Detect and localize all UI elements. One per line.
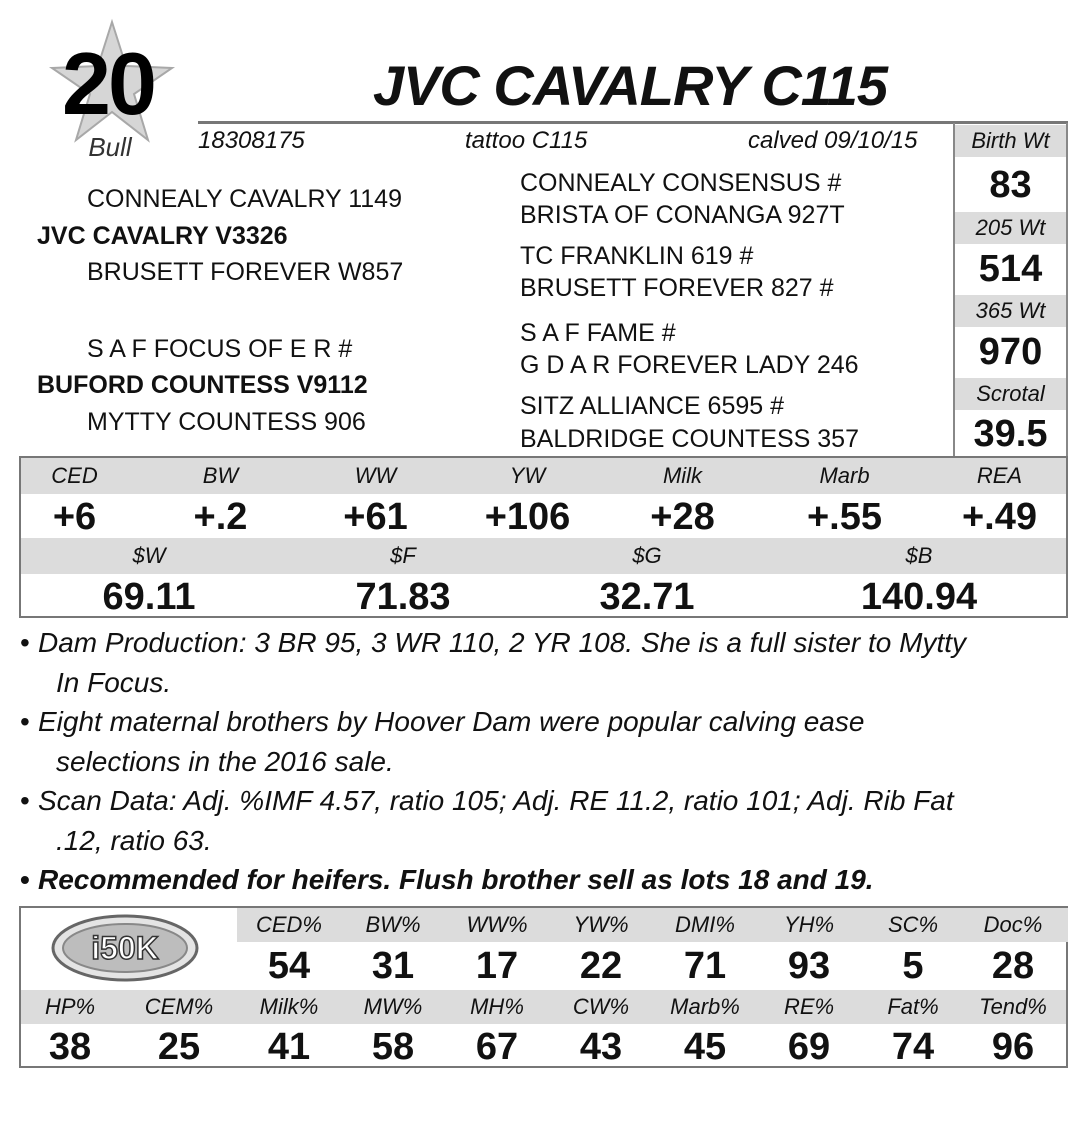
- genomic-label: Doc%: [983, 912, 1043, 937]
- pedigree-dam-dam: MYTTY COUNTESS 906: [87, 408, 366, 436]
- yearling-weight-value: 970: [978, 331, 1043, 373]
- note-line: In Focus.: [56, 667, 172, 698]
- note-line: selections in the 2016 sale.: [56, 746, 394, 777]
- genomic-value: 38: [48, 1026, 92, 1068]
- genomic-label: YH%: [783, 912, 835, 937]
- pedigree-ggp: BRISTA OF CONANGA 927T: [520, 201, 845, 229]
- epd-label: WW: [354, 463, 397, 488]
- genomic-label: SC%: [887, 912, 939, 937]
- note-line: .12, ratio 63.: [56, 825, 212, 856]
- index-label: $W: [132, 543, 166, 568]
- genomic-label: MH%: [470, 994, 524, 1019]
- epd-label: Milk: [662, 463, 703, 488]
- genomic-value: 28: [991, 945, 1035, 987]
- genomic-value: 31: [371, 945, 415, 987]
- epd-value: +6: [52, 496, 97, 538]
- genomic-label: BW%: [365, 912, 421, 937]
- epd-value: +.2: [193, 496, 248, 538]
- genomic-label: Fat%: [887, 994, 939, 1019]
- pedigree-ggp: BALDRIDGE COUNTESS 357: [520, 425, 859, 453]
- bullet: •: [20, 785, 30, 816]
- pedigree-ggp: CONNEALY CONSENSUS #: [520, 169, 842, 197]
- pedigree-ggp: G D A R FOREVER LADY 246: [520, 351, 859, 379]
- calved-date: calved 09/10/15: [748, 127, 918, 154]
- epd-value: +61: [343, 496, 408, 538]
- genomic-label: MW%: [363, 994, 423, 1019]
- index-value: 32.71: [599, 576, 695, 618]
- index-label: $F: [390, 543, 416, 568]
- pedigree-dam: BUFORD COUNTESS V9112: [37, 371, 368, 399]
- note-line: Eight maternal brothers by Hoover Dam were popular calving ease: [38, 706, 865, 737]
- note-line: Scan Data: Adj. %IMF 4.57, ratio 105; Adj. RE 11.2, ratio 101; Adj. Rib Fat: [38, 785, 954, 816]
- yearling-weight-label: 365 Wt: [955, 295, 1066, 327]
- index-label: $B: [905, 543, 933, 568]
- genomic-label: CED%: [255, 912, 322, 937]
- index-value: 140.94: [860, 576, 978, 618]
- pedigree-ggp: SITZ ALLIANCE 6595 #: [520, 392, 785, 420]
- bullet: •: [20, 627, 30, 658]
- bullet: •: [20, 706, 30, 737]
- genomic-value: 5: [902, 945, 924, 987]
- genomic-table: [19, 906, 1068, 1068]
- genomic-label: CW%: [572, 994, 630, 1019]
- epd-label: CED: [51, 463, 98, 488]
- genomic-value: 67: [475, 1026, 519, 1068]
- epd-value: +.49: [961, 496, 1038, 538]
- lot-type: Bull: [88, 132, 132, 162]
- genomic-label: HP%: [44, 994, 96, 1019]
- genomic-label: RE%: [783, 994, 835, 1019]
- index-label: $G: [632, 543, 662, 568]
- genomic-value: 22: [579, 945, 623, 987]
- i50k-logo-text: i50K: [91, 930, 159, 966]
- lot-number: 20: [62, 34, 154, 133]
- genomic-label: DMI%: [675, 912, 735, 937]
- note-scan-data: [20, 781, 1080, 861]
- genomic-value: 25: [157, 1026, 201, 1068]
- genomic-value: 69: [787, 1026, 831, 1068]
- epd-value: +.55: [806, 496, 883, 538]
- epd-value: +106: [484, 496, 571, 538]
- genomic-value: 71: [683, 945, 727, 987]
- genomic-label: WW%: [466, 912, 528, 937]
- note-maternal-brothers: [20, 702, 1080, 782]
- genomic-value: 96: [991, 1026, 1035, 1068]
- epd-value: +28: [650, 496, 715, 538]
- birth-weight-label: Birth Wt: [955, 125, 1066, 157]
- genomic-value: 93: [787, 945, 831, 987]
- genomic-value: 74: [891, 1026, 935, 1068]
- registration-number: 18308175: [198, 127, 305, 154]
- pedigree-ggp: BRUSETT FOREVER 827 #: [520, 274, 834, 302]
- i50k-logo: [51, 914, 199, 982]
- note-line: Recommended for heifers. Flush brother sell as lots 18 and 19.: [38, 864, 874, 895]
- epd-label: YW: [509, 463, 546, 488]
- pedigree-dam-sire: S A F FOCUS OF E R #: [87, 335, 353, 363]
- pedigree-ggp: TC FRANKLIN 619 #: [520, 242, 754, 270]
- genomic-value: 43: [579, 1026, 623, 1068]
- genomic-label: Marb%: [670, 994, 740, 1019]
- genomic-label: CEM%: [144, 994, 214, 1019]
- index-value: 71.83: [355, 576, 451, 618]
- scrotal-value: 39.5: [973, 413, 1048, 455]
- genomic-label: YW%: [573, 912, 629, 937]
- bullet: •: [20, 864, 30, 895]
- genomic-value: 54: [267, 945, 311, 987]
- genomic-value: 17: [475, 945, 519, 987]
- genomic-value: 58: [371, 1026, 415, 1068]
- genomic-label: Tend%: [979, 994, 1047, 1019]
- tattoo: tattoo C115: [465, 127, 588, 154]
- scrotal-label: Scrotal: [955, 378, 1066, 410]
- genomic-value: 41: [267, 1026, 311, 1068]
- epd-table: [19, 456, 1068, 618]
- epd-label: Marb: [819, 463, 870, 488]
- index-value: 69.11: [102, 576, 196, 618]
- weaning-weight-label: 205 Wt: [955, 212, 1066, 244]
- genomic-label: Milk%: [259, 994, 319, 1019]
- note-line: Dam Production: 3 BR 95, 3 WR 110, 2 YR 108. She is a full sister to Mytty: [38, 627, 967, 658]
- genomic-value: 45: [683, 1026, 727, 1068]
- weaning-weight-value: 514: [978, 248, 1043, 290]
- pedigree-sire-sire: CONNEALY CAVALRY 1149: [87, 185, 402, 213]
- note-dam-production: [20, 623, 1080, 703]
- bull-name: JVC CAVALRY C115: [372, 54, 888, 117]
- pedigree-sire-dam: BRUSETT FOREVER W857: [87, 258, 404, 286]
- weights-column: [953, 123, 1068, 456]
- epd-label: BW: [202, 463, 239, 488]
- birth-weight-value: 83: [989, 164, 1032, 206]
- pedigree-sire: JVC CAVALRY V3326: [37, 222, 288, 250]
- epd-label: REA: [976, 463, 1023, 488]
- pedigree-ggp: S A F FAME #: [520, 319, 676, 347]
- note-recommendation: [20, 860, 1080, 900]
- title-rule: [198, 121, 1068, 124]
